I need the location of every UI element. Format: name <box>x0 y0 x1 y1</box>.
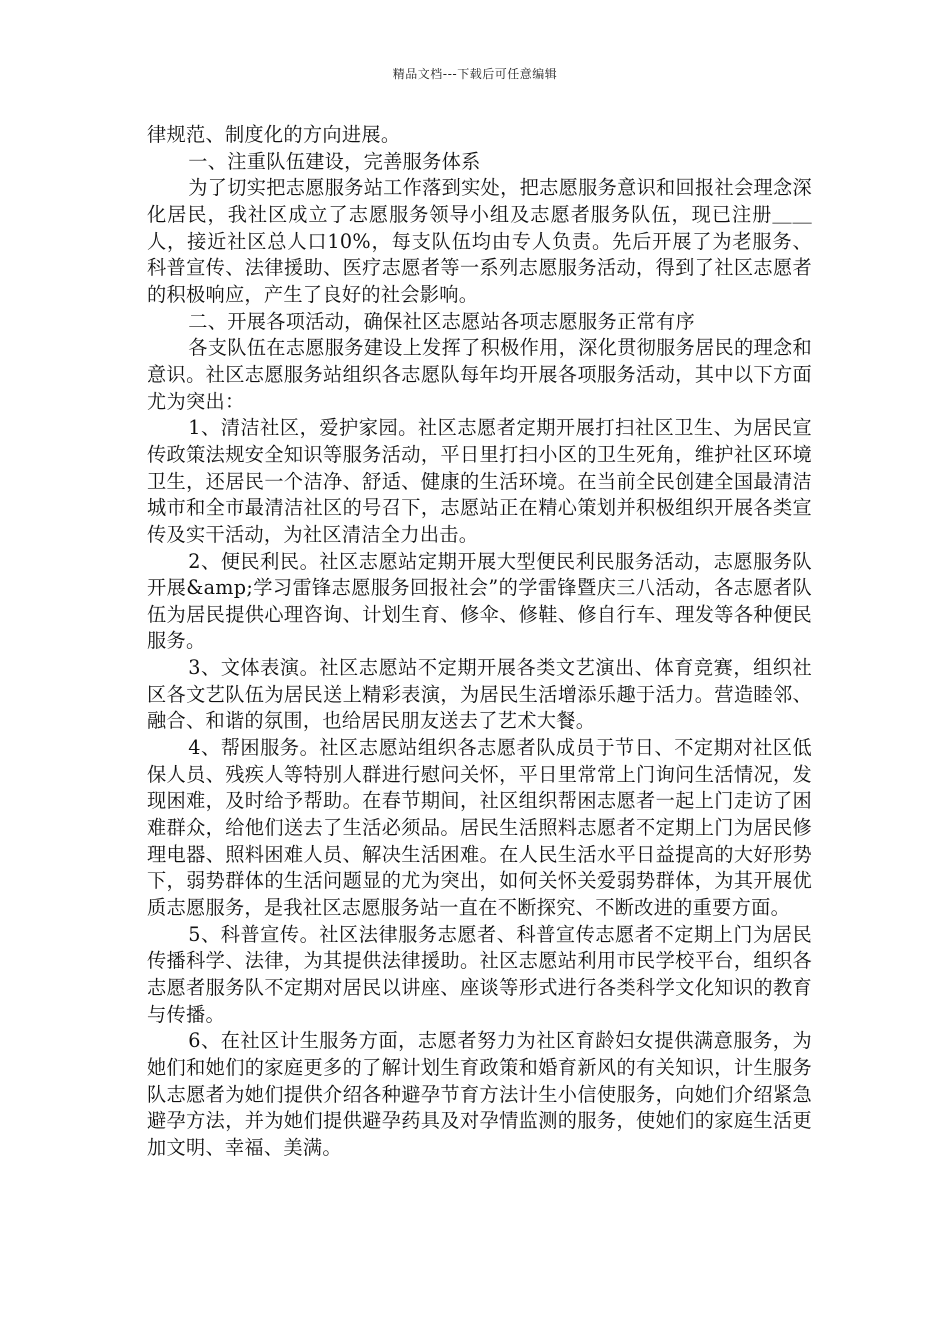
paragraph: 为了切实把志愿服务站工作落到实处，把志愿服务意识和回报社会理念深化居民，我社区成立了志愿服务领导小组及志愿者服务队伍，现已注册＿＿人，接近社区总人口10%，每支队伍均由专人负责。先后开展了为老服务、科普宣传、法律援助、医疗志愿者等一系列志愿服务活动，得到了社区志愿者的积极响应，产生了良好的社会影响。 <box>147 176 812 306</box>
list-item-3: 3、文体表演。社区志愿站不定期开展各类文艺演出、体育竞赛，组织社区各文艺队伍为居民送上精彩表演，为居民生活增添乐趣于活力。营造睦邻、融合、和谐的氛围，也给居民朋友送去了艺术大餐。 <box>147 656 812 733</box>
paragraph-continuation: 律规范、制度化的方向进展。 <box>147 123 401 146</box>
paragraph: 各支队伍在志愿服务建设上发挥了积极作用，深化贯彻服务居民的理念和意识。社区志愿服务站组织各志愿队每年均开展各项服务活动，其中以下方面尤为突出： <box>147 336 812 413</box>
document-body <box>147 122 812 1162</box>
section-heading-2: 二、开展各项活动，确保社区志愿站各项志愿服务正常有序 <box>188 309 695 333</box>
list-item-6: 6、在社区计生服务方面，志愿者努力为社区育龄妇女提供满意服务，为她们和她们的家庭更多的了解计划生育政策和婚育新风的有关知识，计生服务队志愿者为她们提供介绍各种避孕节育方法计生小信使服务，向她们介绍紧急避孕方法，并为她们提供避孕药具及对孕情监测的服务，使她们的家庭生活更加文明、幸福、美满。 <box>147 1029 812 1159</box>
page-header: 精品文档---下载后可任意编辑 <box>392 67 558 81</box>
section-heading-1: 一、注重队伍建设，完善服务体系 <box>188 149 481 173</box>
list-item-5: 5、科普宣传。社区法律服务志愿者、科普宣传志愿者不定期上门为居民传播科学、法律，为其提供法律援助。社区志愿站利用市民学校平台，组织各志愿者服务队不定期对居民以讲座、座谈等形式进行各类科学文化知识的教育与传播。 <box>147 922 812 1026</box>
list-item-1: 1、清洁社区，爱护家园。社区志愿者定期开展打扫社区卫生、为居民宣传政策法规安全知识等服务活动，平日里打扫小区的卫生死角，维护社区环境卫生，还居民一个洁净、舒适、健康的生活环境。在当前全民创建全国最清洁城市和全市最清洁社区的号召下，志愿站正在精心策划并积极组织开展各类宣传及实干活动，为社区清洁全力出击。 <box>147 416 812 546</box>
list-item-4: 4、帮困服务。社区志愿站组织各志愿者队成员于节日、不定期对社区低保人员、残疾人等特别人群进行慰问关怀，平日里常常上门询问生活情况，发现困难，及时给予帮助。在春节期间，社区组织帮困志愿者一起上门走访了困难群众，给他们送去了生活必须品。居民生活照料志愿者不定期上门为居民修理电器、照料困难人员、解决生活困难。在人民生活水平日益提高的大好形势下，弱势群体的生活问题显的尤为突出，如何关怀关爱弱势群体，为其开展优质志愿服务，是我社区志愿服务站一直在不断探究、不断改进的重要方面。 <box>147 736 812 920</box>
list-item-2: 2、便民利民。社区志愿站定期开展大型便民利民服务活动，志愿服务队开展&amp;学习雷锋志愿服务回报社会”的学雷锋暨庆三八活动，各志愿者队伍为居民提供心理咨询、计划生育、修伞、修鞋、修自行车、理发等各种便民服务。 <box>147 549 812 653</box>
